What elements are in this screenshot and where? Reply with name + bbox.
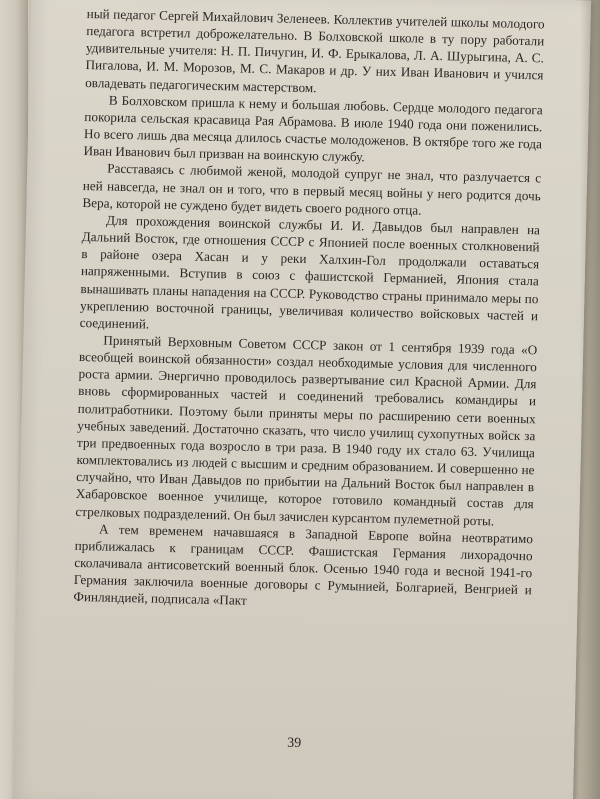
page-body	[73, 5, 545, 616]
page-number: 39	[287, 735, 302, 752]
paragraph-1: ный педагог Сергей Михайлович Зеленеев. Коллектив учителей школы молодого педагога встретил доброжелательно. В Болховской школе в ту пору работали удивительные учителя: Н. П. Пичугин, И. Ф. Ерыкалова, Л. А. Шурыгина, А. С. Пигалова, И. М. Морозов, М. С. Макаров и др. У них Иван Иванович и учился овладевать педагогическим мастерством.	[85, 6, 545, 95]
paragraph-4: Для прохождения воинской службы И. И. Давыдов был направлен на Дальний Восток, где отношения СССР с Японией после военных столкновений в районе озера Хасан и у реки Халхин-Гол продолжали оставаться напряженными. Вступив в союз с фашистской Германией, Япония стала вынашивать планы нападения на СССР. Руководство страны принимало меры по укреплению восточной границы, увеличивая количество войсковых частей и соединений.	[79, 212, 541, 332]
paragraph-3: Расставаясь с любимой женой, молодой супруг не знал, что разлучается с ней навсегда, не знал он и того, что в первый месяц войны у него родится дочь Вера, которой не суждено будет видеть своего родного отца.	[82, 160, 542, 218]
paragraph-5: Принятый Верховным Советом СССР закон от 1 сентября 1939 года «О всеобщей воинской обязанности» создал необходимые условия для численного роста армии. Энергично проводилось развертывание сил Красной Армии. Для вновь сформированных частей и соединений требовались командиры и политработники. Поэтому были приняты меры по расширению сети военных учебных заведений. Достаточно сказать, что число училищ сухопутных войск за три предвоенных года возросло в три раза. В 1940 году их стало 63. Училища комплектовались из людей с высшим и средним образованием. И совершенно не случайно, что Иван Давыдов по прибытии на Дальний Восток был направлен в Хабаровское военное училище, которое готовило командный состав для стрелковых подразделений. Он был зачислен курсантом пулеметной роты.	[75, 332, 538, 528]
book-page	[13, 0, 591, 799]
page-edge-shadow	[580, 0, 600, 799]
paragraph-6: А тем временем начавшаяся в Западной Европе война неотвратимо приближалась к границам СССР. Фашистская Германия лихорадочно сколачивала антисоветский военный блок. Осенью 1940 года и весной 1941-го Германия заключила военные договоры с Румынией, Болгарией, Венгрией и Финляндией, подписала «Пакт	[73, 521, 534, 609]
paragraph-2: В Болховском пришла к нему и большая любовь. Сердце молодого педагога покорила сельская красавица Рая Абрамова. В июле 1940 года они поженились. Но всего лишь два месяца длилось счастье молодоженов. В октябре того же года Иван Иванович был призван на воинскую службу.	[83, 92, 543, 165]
